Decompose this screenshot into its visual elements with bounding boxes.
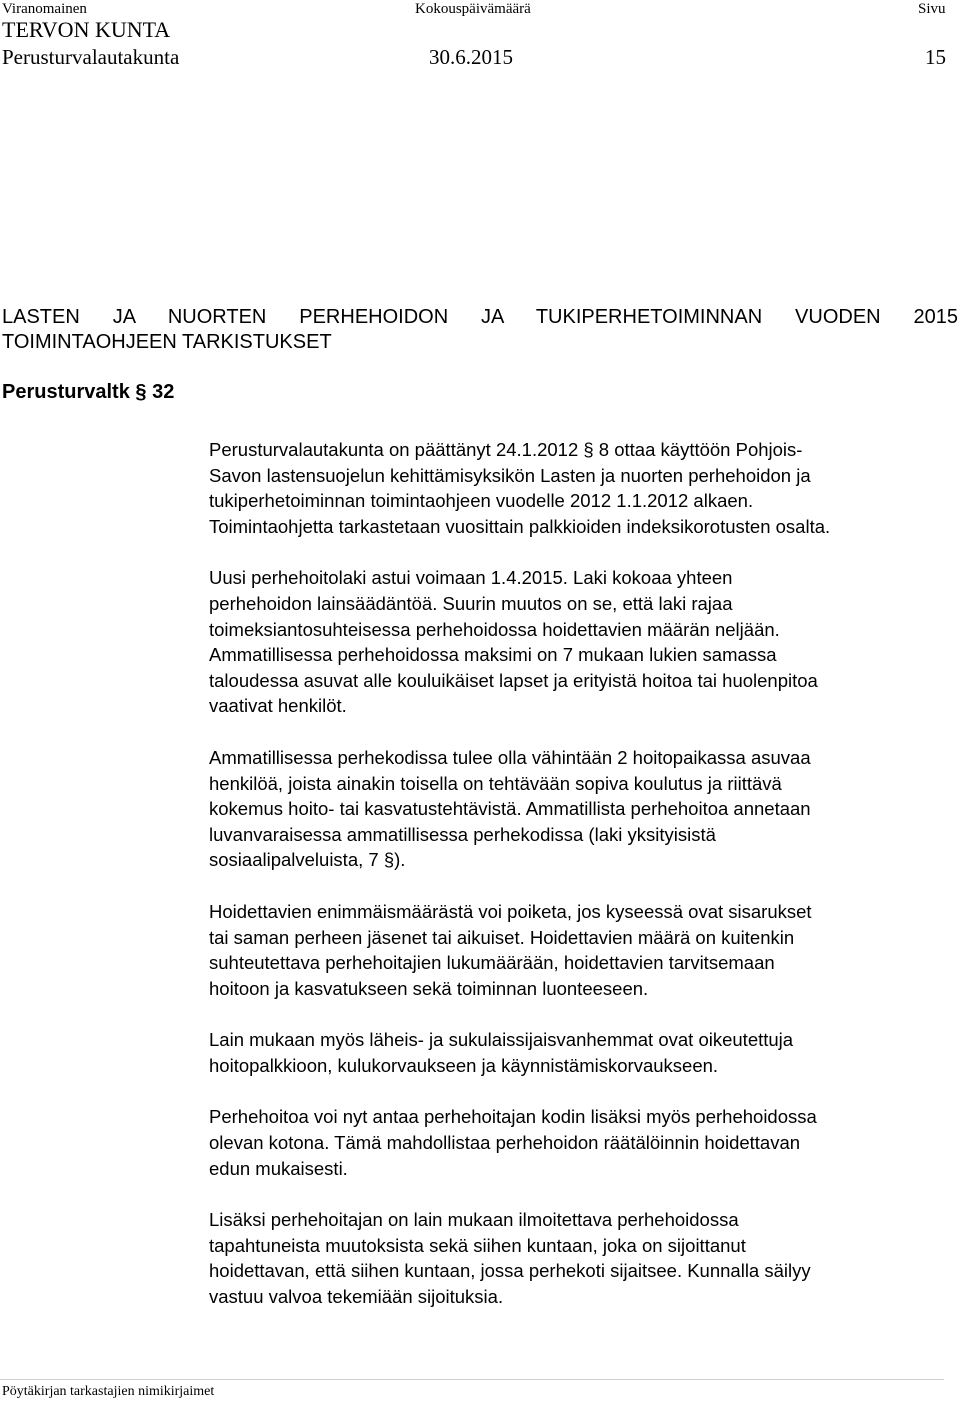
body-paragraph [209,565,949,719]
paragraph-line: henkilöä, joista ainakin toisella on tehtävään sopiva koulutus ja riittävä [209,772,782,794]
paragraph-line: Hoidettavien enimmäismäärästä voi poiketa, jos kyseessä ovat sisarukset [209,900,812,922]
meeting-date: 30.6.2015 [429,45,513,69]
body-paragraph [209,745,949,873]
paragraph-line: hoidettavan, että siihen kuntaan, jossa perhekoti sijaitsee. Kunnalla säilyy [209,1260,811,1282]
paragraph-line: olevan kotona. Tämä mahdollistaa perhehoidon räätälöinnin hoidettavan [209,1132,801,1154]
paragraph-line: luvanvaraisessa ammatillisessa perhekodissa (laki yksityisistä [209,823,716,845]
body-name: Perusturvalautakunta [2,45,180,69]
title-line-2: TOIMINTAOHJEEN TARKISTUKSET [2,331,332,353]
paragraph-line: edun mukaisesti. [209,1157,348,1179]
paragraph-line: suhteutettava perhehoitajien lukumäärään, hoidettavien tarvitsemaan [209,952,775,974]
paragraph-line: hoitoon ja kasvatukseen sekä toiminnan luonteeseen. [209,977,649,999]
paragraph-line: Perusturvalautakunta on päättänyt 24.1.2012 § 8 ottaa käyttöön Pohjois- [209,439,803,460]
paragraph-line: sosiaalipalveluista, 7 §). [209,849,406,871]
paragraph-line: Savon lastensuojelun kehittämisyksikön Lasten ja nuorten perhehoidon ja [209,464,811,486]
paragraph-line: Lisäksi perhehoitajan on lain mukaan ilmoitettava perhehoidossa [209,1209,739,1231]
paragraph-line: Ammatillisessa perhekodissa tulee olla vähintään 2 hoitopaikassa asuvaa [209,746,811,768]
organization-name: TERVON KUNTA [2,17,171,42]
body-paragraph [209,1027,949,1078]
footer-divider [0,1379,944,1380]
meeting-date-label: Kokouspäivämäärä [415,1,531,17]
paragraph-line: tai saman perheen jäsenet tai aikuiset. Hoidettavien määrä on kuitenkin [209,926,795,948]
paragraph-line: Perhehoitoa voi nyt antaa perhehoitajan kodin lisäksi myös perhehoidossa [209,1106,817,1128]
signature-label: Pöytäkirjan tarkastajien nimikirjaimet [2,1384,215,1399]
paragraph-line: Uusi perhehoitolaki astui voimaan 1.4.2015. Laki kokoaa yhteen [209,567,733,589]
paragraph-line: Lain mukaan myös läheis- ja sukulaissijaisvanhemmat ovat oikeutettuja [209,1029,794,1051]
title-line-1: LASTEN JA NUORTEN PERHEHOIDON JA TUKIPERHETOIMINNAN VUODEN 2015 [2,306,958,328]
paragraph-line: kokemus hoito- tai kasvatustehtävistä. Ammatillista perhehoitoa annetaan [209,798,811,820]
paragraph-line: vastuu valvoa tekemiään sijoituksia. [209,1286,504,1308]
paragraph-line: Ammatillisessa perhehoidossa maksimi on 7 mukaan lukien samassa [209,644,777,666]
paragraph-line: tapahtuneista muutoksista sekä siihen kuntaan, joka on sijoittanut [209,1234,746,1256]
paragraph-line: hoitopalkkioon, kulukorvaukseen ja käynnistämiskorvaukseen. [209,1054,719,1076]
section-reference: Perusturvaltk § 32 [2,381,175,403]
body-paragraph [209,1104,949,1181]
body-paragraph [209,899,949,1001]
paragraph-line: tukiperhetoiminnan toimintaohjeen vuodelle 2012 1.1.2012 alkaen. [209,490,754,512]
paragraph-line: taloudessa asuvat alle kouluikäiset lapset ja erityistä hoitoa tai huolenpitoa [209,669,818,691]
paragraph-line: perhehoidon lainsäädäntöä. Suurin muutos on se, että laki rajaa [209,592,733,614]
body-text [209,437,949,1336]
body-paragraph [209,437,949,539]
authority-label: Viranomainen [2,1,87,17]
page-label: Sivu [918,1,946,17]
body-paragraph [209,1207,949,1309]
paragraph-line: toimeksiantosuhteisessa perhehoidossa hoidettavien määrän neljään. [209,618,780,640]
paragraph-line: vaativat henkilöt. [209,695,347,717]
document-title [2,305,958,355]
page-number: 15 [925,45,946,69]
paragraph-line: Toimintaohjetta tarkastetaan vuosittain palkkioiden indeksikorotusten osalta. [209,515,831,537]
